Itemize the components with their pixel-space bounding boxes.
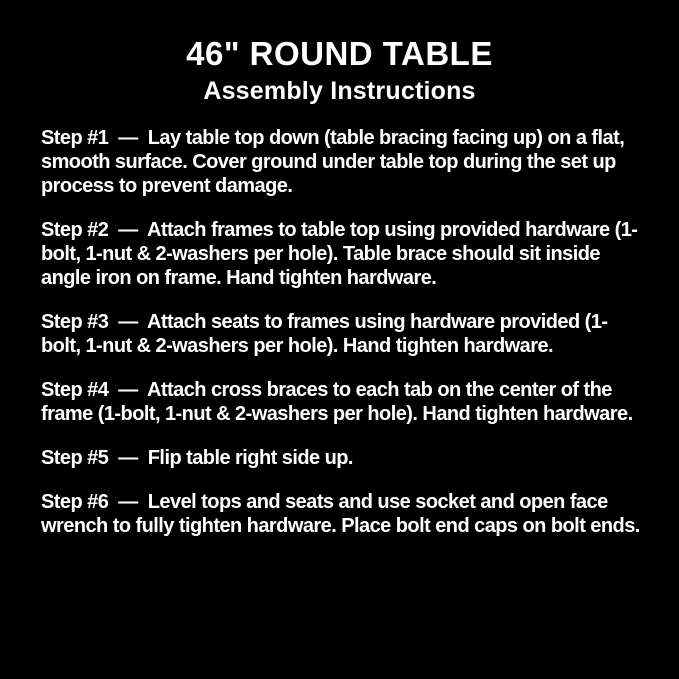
step-5-paragraph: Step #5 — Flip table right side up.	[41, 447, 353, 469]
header	[0, 34, 679, 108]
step-2-paragraph: Step #2 — Attach frames to table top using provided hardware (1-bolt, 1-nut & 2-washers per hole). Table brace should sit inside angle iron on frame. Hand tighten hardware.	[41, 219, 638, 289]
step-6-paragraph: Step #6 — Level tops and seats and use socket and open face wrench to fully tighten hardware. Place bolt end caps on bolt ends.	[41, 491, 640, 537]
step-1-paragraph: Step #1 — Lay table top down (table bracing facing up) on a flat, smooth surface. Cover ground under table top during the set up process to prevent damage.	[41, 127, 630, 197]
step-4-paragraph: Step #4 — Attach cross braces to each tab on the center of the frame (1-bolt, 1-nut & 2-washers per hole). Hand tighten hardware.	[41, 379, 633, 425]
page-subtitle: Assembly Instructions	[203, 77, 476, 105]
step-3-paragraph: Step #3 — Attach seats to frames using hardware provided (1-bolt, 1-nut & 2-washers per hole). Hand tighten hardware.	[41, 311, 608, 357]
page-title: 46" ROUND TABLE	[186, 35, 493, 72]
steps-list	[0, 126, 679, 538]
